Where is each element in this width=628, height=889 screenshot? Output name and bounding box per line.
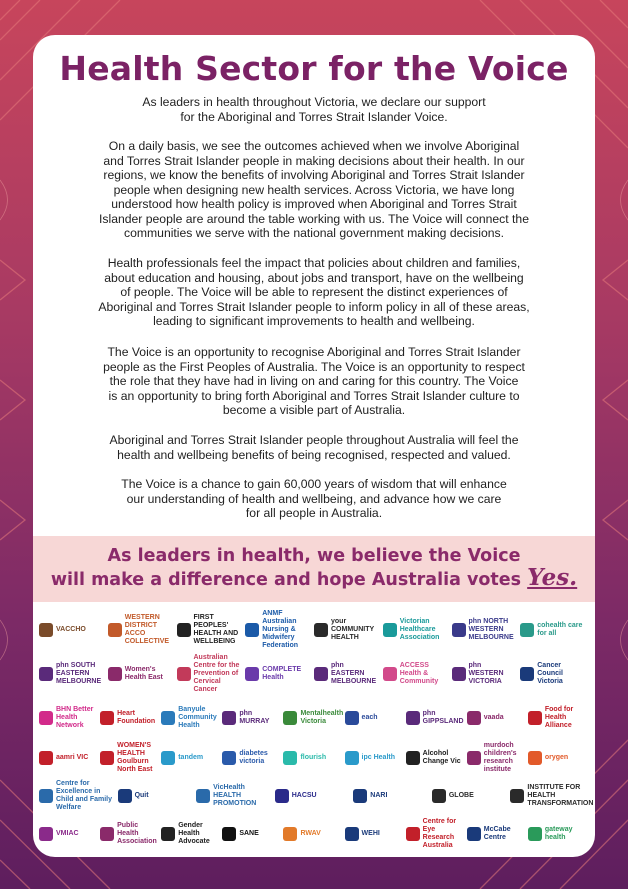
logo-text: aamri VIC (56, 754, 89, 761)
logo-text: Food for Health Alliance (544, 706, 574, 729)
logo-mark-icon (406, 827, 420, 841)
partner-logo (520, 657, 585, 691)
logo-mark-icon (161, 827, 175, 841)
paragraph-intro (63, 95, 565, 124)
text-line: Aboriginal and Torres Strait Islander people throughout Australia will feel the (109, 433, 519, 447)
logo-text: Women's Health East (124, 666, 163, 681)
logo-mark-icon (528, 751, 542, 765)
logo-mark-icon (39, 789, 53, 803)
logo-text: McCabe Centre (483, 826, 511, 841)
logo-mark-icon (245, 623, 259, 637)
logo-mark-icon (177, 667, 191, 681)
yes-mark: Yes. (527, 564, 578, 591)
partner-logo (245, 610, 310, 649)
logo-mark-icon (345, 827, 359, 841)
partner-logo (467, 817, 524, 851)
partner-logo (161, 741, 218, 775)
logo-text: ANMF Australian Nursing & Midwifery Federation (262, 610, 299, 649)
partner-logo (528, 741, 585, 775)
logo-mark-icon (467, 827, 481, 841)
partner-logo (39, 701, 96, 735)
logo-mark-icon (406, 711, 420, 725)
logo-mark-icon (345, 751, 359, 765)
logo-mark-icon (406, 751, 420, 765)
logo-mark-icon (467, 751, 481, 765)
logo-mark-icon (177, 623, 191, 637)
partner-logo (39, 817, 96, 851)
logo-mark-icon (275, 789, 289, 803)
partner-logo (383, 657, 448, 691)
partner-logo (528, 701, 585, 735)
partner-logo (177, 613, 242, 647)
partner-logo (39, 657, 104, 691)
text-line: and Torres Strait Islander people in making decisions about their health. In our (103, 153, 525, 168)
logo-mark-icon (432, 789, 446, 803)
partner-logo (452, 613, 517, 647)
partner-logo (222, 701, 279, 735)
logo-text: FIRST PEOPLES' HEALTH AND WELLBEING (193, 614, 239, 645)
text-line: our understanding of health and wellbeing, and advance how we care (126, 491, 502, 506)
logo-text: phn WESTERN VICTORIA (468, 662, 504, 685)
logo-text: Mentalhealth Victoria (300, 710, 344, 725)
text-line: people as the First Peoples of Australia. The Voice is an opportunity to respect (103, 359, 525, 374)
text-line: On a daily basis, we see the outcomes achieved when we involve Aboriginal (108, 139, 520, 153)
logo-text: Quit (134, 792, 149, 799)
logo-text: Victorian Healthcare Association (399, 618, 440, 641)
logo-mark-icon (39, 667, 53, 681)
logo-mark-icon (222, 711, 236, 725)
logo-mark-icon (520, 623, 534, 637)
logo-text: ACCESS Health & Community (399, 662, 439, 685)
logo-mark-icon (314, 667, 328, 681)
paragraph-outcomes (63, 139, 565, 241)
logo-text: Heart Foundation (117, 710, 156, 725)
logo-text: phn GIPPSLAND (422, 710, 464, 725)
text-line: about education and housing, about jobs and transport, have on the wellbeing (104, 270, 524, 285)
banner-line: As leaders in health, we believe the Voice (107, 546, 521, 566)
logo-mark-icon (108, 623, 122, 637)
text-line: for the Aboriginal and Torres Strait Islander Voice. (180, 109, 448, 124)
partner-logo (345, 817, 402, 851)
logo-mark-icon (452, 667, 466, 681)
text-line: for all people in Australia. (245, 506, 383, 520)
partner-logo (108, 613, 173, 647)
logo-text: VicHealth HEALTH PROMOTION (213, 784, 257, 807)
text-line: people when designing new health services. Across Victoria, we have long (113, 182, 515, 197)
banner-line (33, 564, 595, 591)
logo-mark-icon (100, 827, 114, 841)
partner-logo (222, 741, 279, 775)
logo-mark-icon (467, 711, 481, 725)
partner-logo (161, 701, 218, 735)
partner-logo (406, 701, 463, 735)
partner-logo (196, 779, 271, 813)
partner-logo (100, 817, 157, 851)
logo-text: Cancer Council Victoria (537, 662, 563, 685)
partner-logo (467, 701, 524, 735)
partner-logo (118, 779, 193, 813)
logo-text: Alcohol Change Vic (422, 750, 461, 765)
text-line: The Voice is an opportunity to recognise Aboriginal and Torres Strait Islander (107, 345, 521, 359)
logo-mark-icon (118, 789, 132, 803)
logo-mark-icon (283, 751, 297, 765)
text-line: As leaders in health throughout Victoria, we declare our support (142, 95, 486, 109)
text-line: health and wellbeing benefits of being recognised, respected and valued. (117, 447, 511, 462)
logo-mark-icon (100, 751, 114, 765)
paragraph-policy-impact (63, 256, 565, 329)
text-line: the role that they have had in living on and caring for this country. The Voice (109, 374, 519, 388)
logo-mark-icon (196, 789, 210, 803)
logo-text: VMIAC (56, 830, 79, 837)
logo-mark-icon (383, 667, 397, 681)
text-line: understood how health policy is improved when Aboriginal and Torres Strait (111, 197, 517, 211)
banner-text (33, 546, 595, 591)
logo-mark-icon (100, 711, 114, 725)
logo-text: orygen (544, 754, 569, 761)
logo-mark-icon (245, 667, 259, 681)
logo-mark-icon (222, 827, 236, 841)
logo-text: tandem (178, 754, 204, 761)
logo-text: WEHI (361, 830, 380, 837)
text-line: Aboriginal and Torres Strait Islander people to inform policy in all of these areas, (98, 299, 530, 314)
logo-mark-icon (283, 711, 297, 725)
partner-logo (100, 741, 157, 775)
logo-mark-icon (39, 827, 53, 841)
logo-mark-icon (39, 623, 53, 637)
logo-text: cohealth care for all (537, 622, 583, 637)
logo-text: ipc Health (361, 754, 395, 761)
logo-text: VACCHO (56, 626, 86, 633)
partner-logo (314, 657, 379, 691)
partner-logo (177, 654, 242, 693)
logo-text: HACSU (291, 792, 317, 799)
partner-logo (283, 817, 340, 851)
logo-text: diabetes victoria (239, 750, 268, 765)
logo-text: phn SOUTH EASTERN MELBOURNE (56, 662, 102, 685)
logo-text: Australian Centre for the Prevention of Cervical Cancer (193, 654, 240, 693)
logo-text: phn EASTERN MELBOURNE (331, 662, 377, 685)
partner-logo (100, 701, 157, 735)
logo-mark-icon (353, 789, 367, 803)
logo-text: flourish (300, 754, 327, 761)
logo-mark-icon (528, 827, 542, 841)
partner-logo (245, 657, 310, 691)
logo-text: Public Health Association (117, 822, 157, 845)
partner-logo (452, 657, 517, 691)
logo-mark-icon (510, 789, 524, 803)
banner-line-text: will make a difference and hope Australia votes (50, 570, 522, 590)
partner-logo (314, 613, 379, 647)
partner-logo (39, 779, 114, 813)
text-line: The Voice is a chance to gain 60,000 years of wisdom that will enhance (121, 477, 507, 491)
logo-text: INSTITUTE FOR HEALTH TRANSFORMATION (527, 784, 594, 807)
partner-logo (39, 741, 96, 775)
logo-text: your COMMUNITY HEALTH (331, 618, 375, 641)
partner-logo (108, 657, 173, 691)
logo-mark-icon (345, 711, 359, 725)
text-line: Health professionals feel the impact that policies about children and families, (107, 256, 521, 270)
logo-mark-icon (314, 623, 328, 637)
logo-text: vaada (483, 714, 504, 721)
logo-mark-icon (452, 623, 466, 637)
text-line: leading to significant improvements to health and wellbeing. (153, 314, 475, 328)
logo-mark-icon (222, 751, 236, 765)
partner-logo (383, 613, 448, 647)
logo-text: Gender Health Advocate (178, 822, 210, 845)
text-line: is an opportunity to bring forth Aboriginal and Torres Strait Islander culture to (108, 388, 520, 403)
partner-logo (510, 779, 594, 813)
page-title: Health Sector for the Voice (59, 49, 569, 88)
logo-text: Centre for Eye Research Australia (422, 818, 457, 849)
logo-mark-icon (520, 667, 534, 681)
logo-mark-icon (39, 751, 53, 765)
partner-logo (222, 817, 279, 851)
partner-logo (528, 817, 585, 851)
logo-text: phn MURRAY (239, 710, 270, 725)
logo-text: each (361, 714, 378, 721)
partner-logo (161, 817, 218, 851)
paragraph-recognition (63, 345, 565, 418)
logo-mark-icon (39, 711, 53, 725)
logo-text: Banyule Community Health (178, 706, 217, 729)
logo-text: RWAV (300, 830, 321, 837)
logo-text: COMPLETE Health (262, 666, 302, 681)
partner-logo (406, 741, 463, 775)
logo-text: Centre for Excellence in Child and Family Welfare (56, 780, 113, 811)
partner-logo (345, 741, 402, 775)
logo-mark-icon (108, 667, 122, 681)
text-line: regions, we know the benefits of involving Aboriginal and Torres Strait Islander (103, 168, 525, 182)
partner-logo (39, 613, 104, 647)
statement-card (33, 35, 595, 857)
logo-text: BHN Better Health Network (56, 706, 94, 729)
partner-logo (283, 741, 340, 775)
text-line: of people. The Voice will be able to represent the distinct experiences of (120, 285, 508, 299)
logo-text: GLOBE (448, 792, 474, 799)
logo-text: SANE (239, 830, 259, 837)
logo-text: gateway health (544, 826, 573, 841)
logo-text: WOMEN'S HEALTH Goulburn North East (117, 742, 153, 773)
paragraph-wisdom (63, 477, 565, 521)
partner-logo (275, 779, 350, 813)
logo-mark-icon (161, 711, 175, 725)
belief-banner (33, 536, 595, 602)
partner-logo (467, 741, 524, 775)
logo-mark-icon (383, 623, 397, 637)
text-line: become a visible part of Australia. (222, 403, 406, 417)
logo-text: murdoch children's research institute (483, 742, 517, 773)
partner-logo (406, 817, 463, 851)
logo-text: NARI (370, 792, 388, 799)
partner-logo (432, 779, 507, 813)
logo-mark-icon (283, 827, 297, 841)
partner-logo (345, 701, 402, 735)
logo-mark-icon (161, 751, 175, 765)
paragraph-benefits (63, 433, 565, 462)
logo-mark-icon (528, 711, 542, 725)
partner-logo (353, 779, 428, 813)
partner-logo (520, 613, 585, 647)
partner-logo (283, 701, 344, 735)
logo-text: WESTERN DISTRICT ACCO COLLECTIVE (124, 614, 170, 645)
text-line: communities we serve with the national government making decisions. (123, 226, 505, 240)
logo-text: phn NORTH WESTERN MELBOURNE (468, 618, 514, 641)
text-line: Islander people are around the table working with us. The Voice will connect the (99, 211, 529, 226)
